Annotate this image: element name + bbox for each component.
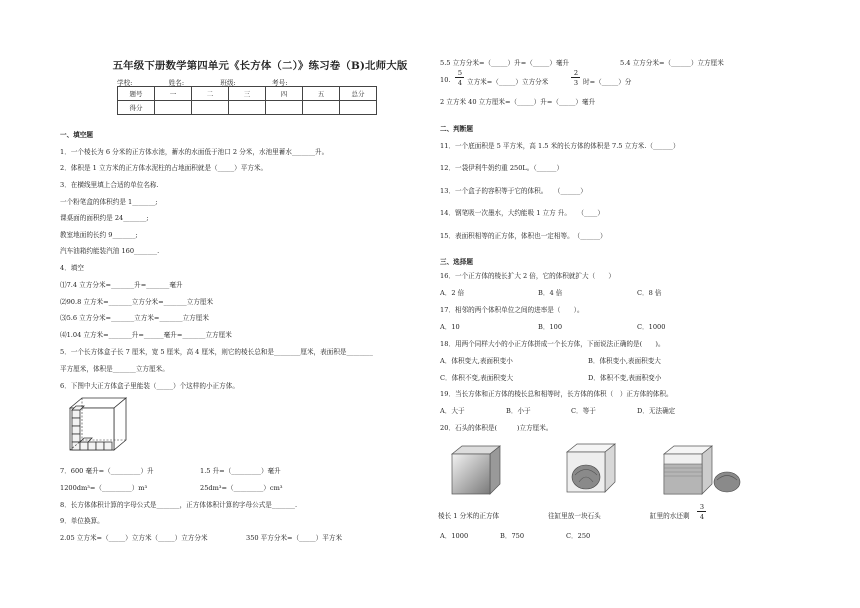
choice-option[interactable]: B．体积变小,表面积变大 — [588, 357, 661, 365]
fraction-bar — [697, 511, 706, 512]
question-5-line2: 平方厘米，体积是_______立方厘米。 — [60, 365, 169, 373]
question-7a: 7．600 毫升=（_________）升 — [60, 467, 154, 475]
student-info-line: 学校:___________姓名:___________班级:___________考号:___________ — [117, 79, 324, 87]
choice-option[interactable]: C．体积不变,表面积变大 — [440, 374, 514, 382]
section-true-false: 二、判断题 — [440, 125, 473, 133]
score-header-row — [118, 87, 377, 101]
question-9b: 350 平方分米=（_____）平方米 — [246, 534, 343, 542]
score-header-cell: 题号 — [118, 87, 155, 101]
question-3: 3．在横线里填上合适的单位名称. — [60, 181, 159, 189]
choice-option[interactable]: B．小于 — [506, 407, 531, 415]
score-header-cell: 三 — [229, 87, 266, 101]
question-14: 14．钢笔吸一次墨水，大约能吸 1 立方 升。 （____） — [440, 209, 604, 217]
score-cell[interactable] — [303, 101, 340, 115]
fraction-numerator: 3 — [699, 503, 705, 511]
choice-option[interactable]: B．750 — [500, 532, 525, 540]
conversion-1a: 5.5 立方分米=（_____）升=（_____）毫升 — [440, 59, 570, 67]
question-9a: 2.05 立方米=（_____）立方米（_____）立方分米 — [60, 534, 208, 542]
question-6: 6．下图中大正方体盒子里能装（_____）个这样的小正方体。 — [60, 382, 239, 390]
fraction-numerator: 5 — [457, 69, 463, 77]
score-value-row — [118, 101, 377, 115]
question-11: 11．一个底面积是 5 平方米，高 1.5 米的长方体的体积是 7.5 立方米.（______） — [440, 142, 680, 150]
question-16: 16．一个正方体的棱长扩大 2 倍，它的体积就扩大（ ） — [440, 272, 616, 280]
score-header-cell: 五 — [303, 87, 340, 101]
score-cell[interactable] — [192, 101, 229, 115]
question-7d: 25dm³=（_________）cm³ — [200, 484, 283, 492]
question-1: 1．一个棱长为 6 分米的正方体水池，蓄水的水面低于池口 2 分米，水池里蓄水_______升。 — [60, 148, 329, 156]
choice-option[interactable]: D．体积不变,表面积变小 — [588, 374, 662, 382]
question-10a: 立方米=（_____）立方分米 — [467, 78, 549, 86]
choice-option[interactable]: C．等于 — [571, 407, 596, 415]
choice-option[interactable]: A．大于 — [440, 407, 465, 415]
fraction-denominator: 3 — [573, 79, 579, 87]
question-18: 18．用两个同样大小的小正方体拼成一个长方体，下面说法正确的是( )。 — [440, 340, 665, 348]
question-17: 17．相邻的两个体积单位之间的进率是（ ）。 — [440, 306, 584, 314]
question-3b: 课桌面的面积约是 24_______; — [60, 214, 149, 222]
score-cell[interactable] — [340, 101, 377, 115]
question-20: 20．石头的体积是( )立方厘米。 — [440, 424, 553, 432]
question-3a: 一个粉笔盒的体积约是 1_______; — [60, 198, 158, 206]
fraction-bar — [455, 77, 464, 78]
question-7b: 1.5 升=（_________）毫升 — [200, 467, 281, 475]
fraction-numerator: 2 — [573, 69, 579, 77]
question-13: 13．一个盒子的容积等于它的体积。 （______） — [440, 187, 587, 195]
question-3c: 教室地面的长约 9_______; — [60, 231, 138, 239]
score-cell[interactable] — [266, 101, 303, 115]
choice-option[interactable]: A．10 — [440, 323, 460, 331]
choice-option[interactable]: C．1000 — [637, 323, 666, 331]
figure-caption-2: 往缸里放一块石头 — [548, 512, 601, 520]
figure-caption-1: 棱长 1 分米的正方体 — [438, 512, 500, 520]
score-cell[interactable] — [155, 101, 192, 115]
question-15: 15．表面积相等的正方体，体积也一定相等。 （______） — [440, 232, 607, 240]
choice-option[interactable]: A．体积变大,表面积变小 — [440, 357, 513, 365]
question-8: 8．长方体体积计算的字母公式是_______，正方体体积计算的字母公式是_______. — [60, 501, 298, 509]
choice-option[interactable]: B．100 — [538, 323, 563, 331]
choice-option[interactable]: C．250 — [566, 532, 591, 540]
figure-caption-3: 缸里的水还剩 — [650, 512, 690, 520]
question-5-line1: 5．一个长方体盒子长 7 厘米，宽 5 厘米，高 4 厘米，则它的棱长总和是________厘米，表面积是________ — [60, 348, 373, 356]
choice-option[interactable]: C．8 倍 — [637, 289, 662, 297]
score-header-cell: 一 — [155, 87, 192, 101]
conversion-3: 2 立方米 40 立方厘米=（_____）升=（_____）毫升 — [440, 98, 596, 106]
score-header-cell: 二 — [192, 87, 229, 101]
conversion-1b: 5.4 立方分米=（______）立方厘米 — [620, 59, 724, 67]
section-choice: 三、选择题 — [440, 258, 473, 266]
question-7c: 1200dm³=（_________）m³ — [60, 484, 148, 492]
score-table — [117, 86, 377, 115]
question-4: 4．填空 — [60, 264, 84, 272]
question-10b: 时=（_____）分 — [583, 78, 632, 86]
score-header-cell: 四 — [266, 87, 303, 101]
stone-in-tank-figure — [565, 442, 617, 494]
worksheet-title: 五年级下册数学第四单元《长方体（二）》练习卷（B)北师大版 — [112, 60, 408, 72]
question-12: 12．一袋伊利牛奶约重 250L。（______） — [440, 164, 564, 172]
score-row-label: 得分 — [118, 101, 155, 115]
fraction-bar — [571, 77, 580, 78]
question-4d: ⑷1.04 立方米=_______升=______毫升=_______立方厘米 — [60, 331, 232, 339]
question-4a: ⑴7.4 立方分米=_______升=_______毫升 — [60, 281, 183, 289]
question-10-prefix: 10. — [440, 76, 451, 84]
cube-in-box-figure — [68, 396, 128, 454]
score-header-cell: 总分 — [340, 87, 377, 101]
question-2: 2．体积是 1 立方米的正方体水泥柱的占地面积就是（_____）平方米。 — [60, 164, 268, 172]
remaining-water-figure — [662, 444, 742, 496]
score-cell[interactable] — [229, 101, 266, 115]
fraction-denominator: 4 — [457, 79, 463, 87]
choice-option[interactable]: A．1000 — [440, 532, 469, 540]
question-4c: ⑶5.6 立方分米=_______立方米=_______立方厘米 — [60, 314, 209, 322]
section-fill-blank: 一、填空题 — [60, 131, 93, 139]
glass-cube-figure — [450, 444, 502, 496]
question-19: 19．当长方体和正方体的棱长总和相等时，长方体的体积（ ）正方体的体积。 — [440, 390, 673, 398]
question-9: 9．单位换算。 — [60, 517, 104, 525]
fraction-denominator: 4 — [699, 513, 705, 521]
question-3d: 汽车油箱约能装汽油 160_______. — [60, 247, 160, 255]
choice-option[interactable]: A．2 倍 — [440, 289, 465, 297]
choice-option[interactable]: D．无法确定 — [637, 407, 676, 415]
question-4b: ⑵90.8 立方米=_______立方分米=_______立方厘米 — [60, 298, 214, 306]
choice-option[interactable]: B．4 倍 — [538, 289, 563, 297]
